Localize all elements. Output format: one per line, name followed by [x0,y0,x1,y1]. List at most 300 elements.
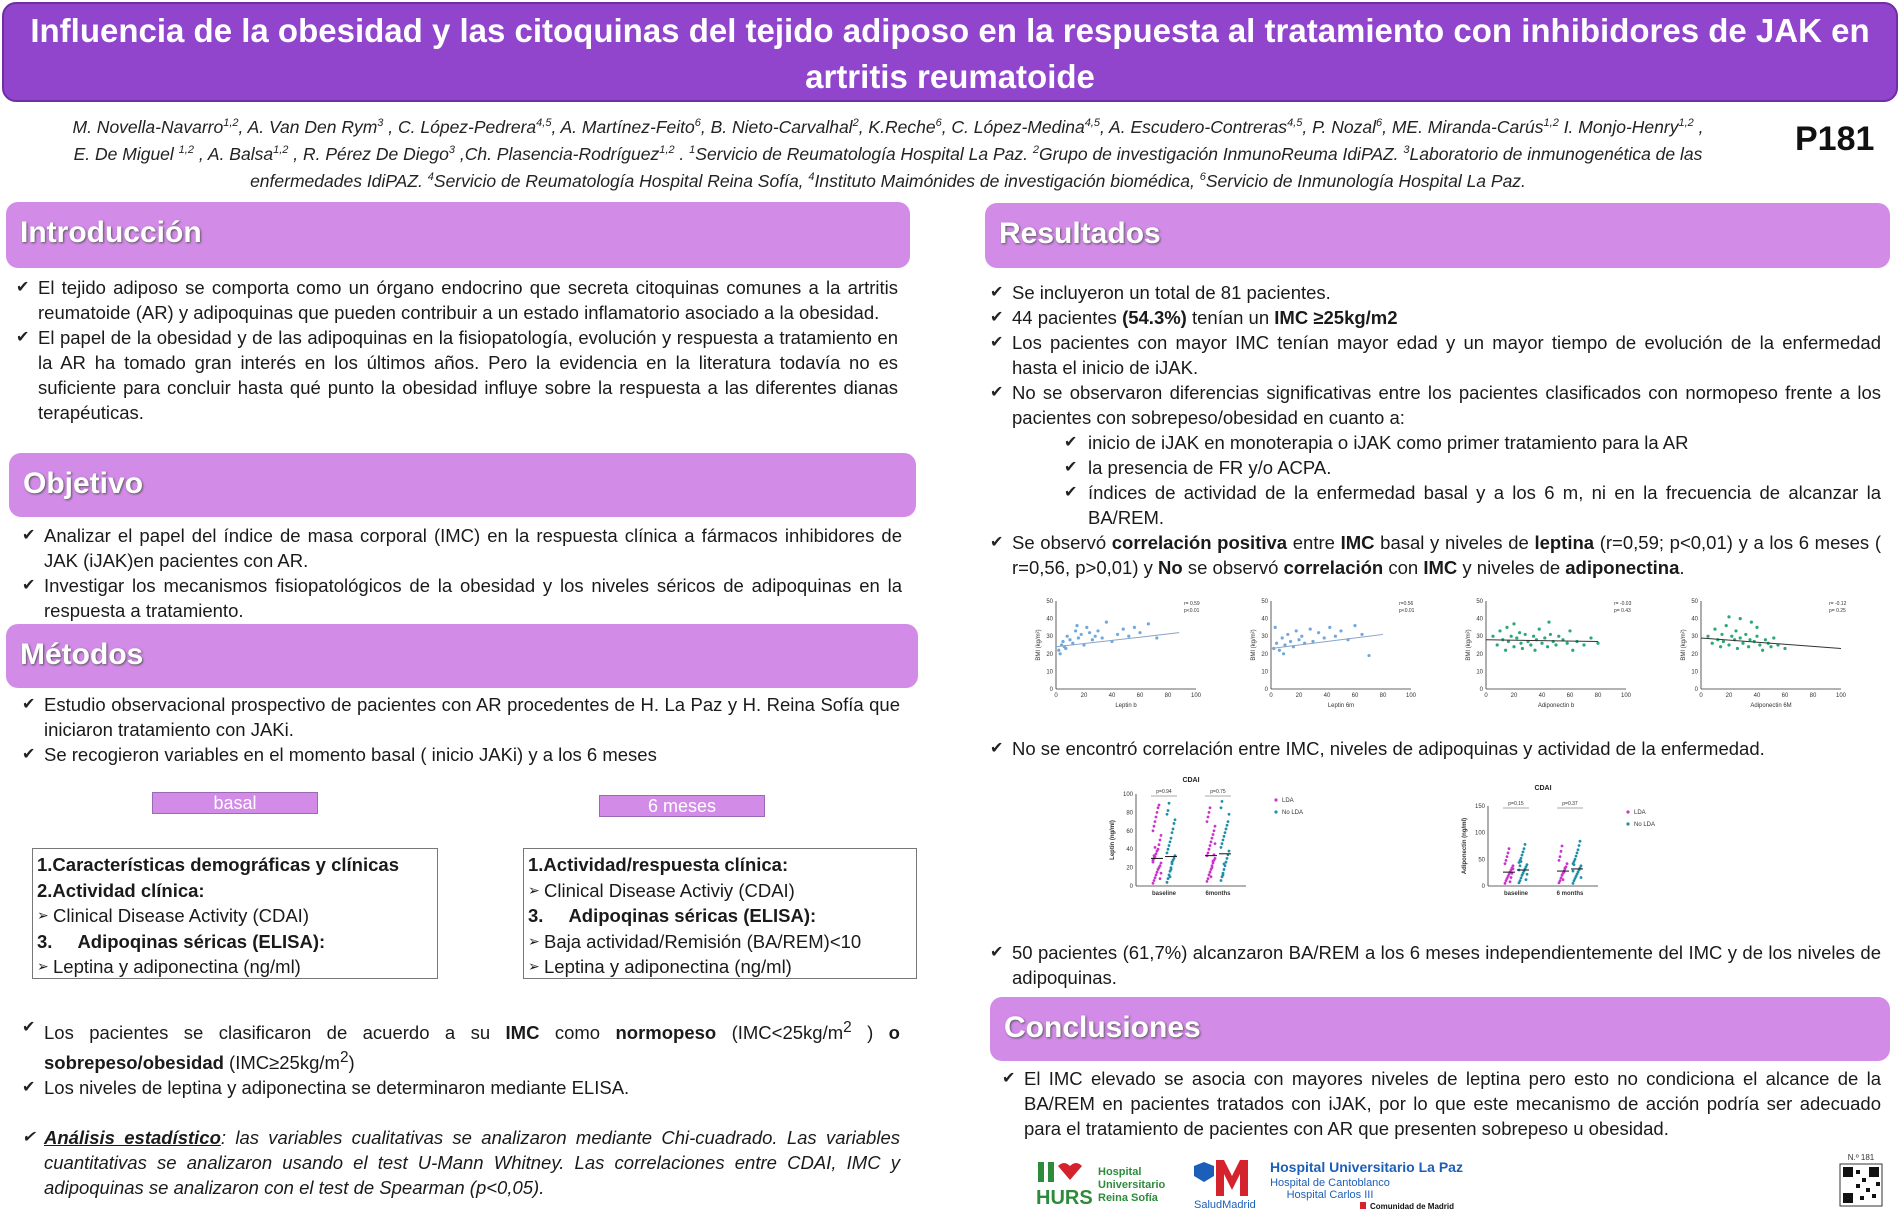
x-tick-label: 20 [1510,693,1518,699]
dot-point [1579,840,1582,843]
dot-point [1153,879,1156,882]
scatter-point [1557,635,1560,638]
box-basal-line-4: 3. Adipoqinas séricas (ELISA): [37,930,326,952]
scatter-point [1711,642,1714,645]
x-tick-label: 80 [1379,693,1387,699]
dot-point [1155,816,1158,819]
scatter-point [1739,617,1742,620]
res-b5-15: . [1679,557,1685,578]
dot-point [1169,875,1172,878]
scatter-point [1138,631,1141,634]
y-tick-label: 30 [1046,634,1053,641]
intro-text [14,275,898,425]
res-sub-bullet-2: ✔ la presencia de FR y/o ACPA. [988,455,1881,480]
section-metodos-header: Métodos [6,624,918,688]
scatter-point [1282,652,1285,655]
dot-point [1578,844,1581,847]
dotplot-title: CDAI [1534,785,1552,792]
legend-label: LDA [1282,798,1294,804]
y-tick-label: 40 [1476,616,1483,623]
dot-point [1169,840,1172,843]
res-bullet-3: ✔ Los pacientes con mayor IMC tenían mayor edad y un mayor tiempo de evolución de la enfermedad hasta el inicio de iJAK. [988,330,1881,380]
dotplot-chart-row [1100,772,1700,924]
dot-point [1160,834,1163,837]
dot-point [1521,854,1524,857]
scatter-point [1727,615,1730,618]
dot-point [1506,855,1509,858]
scatter-point [1554,643,1557,646]
scatter-point [1496,643,1499,646]
scatter-point [1289,640,1292,643]
box-basal-line-3: ➢ Clinical Disease Activity (CDAI) [37,903,433,929]
box-basal-line-5: ➢ Leptina y adiponectina (ng/ml) [37,954,433,980]
scatter-point [1297,638,1300,641]
objetivo-bullet-1: ✔ Analizar el papel del índice de masa corporal (IMC) en la respuesta clínica a fármacos inhibidores de JAK (iJAK)en pacientes con AR. [20,523,902,573]
scatter-point [1074,629,1077,632]
dot-point [1519,879,1522,882]
scatter-point [1730,635,1733,638]
scatter-point [1532,635,1535,638]
x-axis-label: Adiponectin b [1537,703,1575,709]
correlation-annotation: p<0.01 [1184,608,1200,614]
scatter-point [1529,643,1532,646]
legend-marker [1626,822,1629,825]
comunidad-madrid-label: Comunidad de Madrid [1370,1202,1454,1211]
x-category-label: baseline [1503,891,1529,897]
res-b5-1: Se observó [1012,532,1112,553]
dot-point [1526,873,1529,876]
tag-basal: basal [152,792,318,814]
correlation-annotation: p<0.01 [1399,608,1415,614]
x-tick-label: 80 [1164,693,1172,699]
res-bullet-2 [988,305,1881,330]
x-tick-label: 60 [1351,693,1359,699]
dot-point [1562,878,1565,881]
correlation-annotation: r= -0.03 [1614,601,1632,607]
res-b5-12: IMC [1423,557,1458,578]
res-b5-13: y niveles de [1457,557,1566,578]
res-b5-10: correlación [1283,557,1384,578]
dot-point [1158,843,1161,846]
y-tick-label: 40 [1691,616,1698,623]
dot-point [1575,855,1578,858]
scatter-point [1547,621,1550,624]
y-tick-label: 20 [1261,651,1268,658]
res-b5-7: (r=0,59; p<0,01) y a los 6 meses ( r=0,56, p>0,01) y [1012,532,1881,578]
dot-point [1208,811,1211,814]
dot-point [1152,861,1155,864]
res-b5-9: se observó [1182,557,1284,578]
dot-point [1156,811,1159,814]
clasif-text-1: Los pacientes se clasificaron de acuerdo a su [44,1022,506,1044]
objetivo-bullet-2: ✔ Investigar los mecanismos fisiopatológicos de la obesidad y los niveles séricos de adipoquinas en la respuesta a tratamiento. [20,573,902,623]
stats-bullet [20,1125,900,1200]
res-bullet-6: ✔ No se encontró correlación entre IMC, niveles de adipoquinas y actividad de la enfermedad. [988,736,1881,761]
dot-point [1211,866,1214,869]
dot-point [1156,871,1159,874]
dot-point [1220,846,1223,849]
box-basal-line-2: 2.Actividad clínica: [37,879,205,901]
scatter-point [1764,638,1767,641]
x-tick-label: 60 [1781,693,1789,699]
y-axis-label: BMI (kg/m²) [1466,629,1472,661]
dot-point [1504,882,1507,885]
scatter-point [1064,647,1067,650]
x-tick-label: 80 [1594,693,1602,699]
scatter-point [1127,635,1130,638]
dot-point [1172,828,1175,831]
y-tick-label: 100 [1122,792,1133,798]
scatter-point [1747,645,1750,648]
section-intro-header: Introducción [6,202,910,268]
scatter-point [1727,643,1730,646]
y-tick-label: 50 [1476,599,1483,605]
x-tick-label: 60 [1566,693,1574,699]
x-category-label: 6 months [1556,891,1584,897]
scatter-point [1734,629,1737,632]
dot-point [1209,806,1212,809]
metodos-clasificacion [20,1015,900,1200]
scatter-point [1278,649,1281,652]
scatter-point [1533,649,1536,652]
scatter-point [1133,626,1136,629]
dot-point [1160,872,1163,875]
scatter-point [1521,647,1524,650]
dot-point [1159,864,1162,867]
y-tick-label: 50 [1691,599,1698,605]
dot-point [1171,861,1174,864]
dot-point [1212,833,1215,836]
scatter-chart-1 [1036,599,1202,709]
scatter-point [1783,647,1786,650]
dot-point [1208,848,1211,851]
dotplot-charts-svg [1100,772,1700,924]
scatter-point [1295,629,1298,632]
scatter-point [1510,635,1513,638]
dot-point [1221,842,1224,845]
x-tick-label: 100 [1190,693,1202,699]
res-b2-d: IMC ≥25kg/m2 [1274,307,1398,328]
dot-point [1209,871,1212,874]
scatter-point [1748,638,1751,641]
dot-point [1224,831,1227,834]
y-tick-label: 10 [1476,669,1483,676]
scatter-point [1739,636,1742,639]
resultados-text [988,280,1881,580]
y-tick-label: 30 [1476,634,1483,641]
scatter-charts-svg [1030,595,1890,720]
dot-point [1154,846,1157,849]
dot-point [1572,870,1575,873]
dot-point [1512,864,1515,867]
scatter-chart-4 [1681,599,1847,709]
scatter-point [1094,635,1097,638]
x-tick-label: 0 [1054,693,1058,699]
y-tick-label: 150 [1474,804,1485,810]
dot-point [1166,881,1169,884]
scatter-point [1725,624,1728,627]
res-b5-2: correlación positiva [1111,532,1288,553]
y-tick-label: 100 [1474,830,1485,837]
y-tick-label: 0 [1479,687,1483,693]
dot-point [1510,876,1513,879]
x-tick-label: 40 [1538,693,1546,699]
scatter-chart-3 [1466,599,1632,709]
scatter-point [1059,652,1062,655]
scatter-point [1077,636,1080,639]
dot-point [1509,880,1512,883]
clasif-text-6: ) [348,1052,355,1074]
scatter-point [1568,629,1571,632]
scatter-point [1538,628,1541,631]
metodos-bullet-2: ✔ Se recogieron variables en el momento basal ( inicio JAKi) y a los 6 meses [20,742,900,767]
tag-6-meses: 6 meses [599,795,765,817]
scatter-point [1334,635,1337,638]
y-tick-label: 30 [1691,634,1698,641]
scatter-point [1360,633,1363,636]
dot-point [1523,847,1526,850]
dot-point [1170,837,1173,840]
clasif-normopeso: normopeso [615,1022,717,1044]
dot-point [1207,877,1210,880]
p-value-label: p=0.37 [1562,801,1578,807]
scatter-point [1066,635,1069,638]
dot-point [1223,863,1226,866]
res-b5-11: con [1383,557,1424,578]
x-tick-label: 100 [1405,693,1417,699]
y-tick-label: 0 [1264,687,1268,693]
box-basal [32,848,438,979]
poster-title: Influencia de la obesidad y las citoquinas del tejido adiposo en la respuesta al tratamiento con inhibidores de JAK en artritis reumatoide [2,2,1898,102]
dot-point [1577,848,1580,851]
y-tick-label: 60 [1126,828,1133,835]
clasif-text-2: como [539,1022,616,1044]
scatter-point [1317,631,1320,634]
dot-point [1228,813,1231,816]
dot-point [1222,874,1225,877]
scatter-point [1491,635,1494,638]
y-tick-label: 40 [1261,616,1268,623]
res-b2-b: (54.3%) [1122,307,1187,328]
box-6-meses [523,848,917,979]
dot-point [1505,859,1508,862]
scatter-point [1755,626,1758,629]
scatter-point [1596,642,1599,645]
dot-point [1207,816,1210,819]
y-tick-label: 0 [1481,884,1485,890]
res-b5-8: No [1158,557,1183,578]
hurs-name: Hospital Universitario Reina Sofía [1098,1166,1166,1204]
x-axis-label: Leptin b [1115,703,1137,709]
dot-point [1209,844,1212,847]
scatter-point [1328,626,1331,629]
dot-point [1207,851,1210,854]
y-tick-label: 20 [1126,865,1133,872]
res-b5-4: IMC [1340,532,1375,553]
scatter-point [1080,633,1083,636]
legend-marker [1274,810,1277,813]
dot-point [1519,864,1522,867]
x-tick-label: 40 [1753,693,1761,699]
legend-label: No LDA [1282,810,1304,816]
y-tick-label: 50 [1478,857,1485,864]
res-bullet-6-wrap [988,736,1881,761]
clasif-bullet [20,1015,900,1075]
res-bullet-7-wrap [988,940,1881,990]
scatter-point [1719,645,1722,648]
y-axis-label: BMI (kg/m²) [1681,629,1687,661]
scatter-point [1741,642,1744,645]
dot-point [1520,857,1523,860]
la-paz-name: Hospital Universitario La Paz [1270,1159,1463,1175]
dot-point [1574,858,1577,861]
poster-id: P181 [1795,120,1875,158]
scatter-point [1101,636,1104,639]
dot-point [1508,847,1511,850]
clasif-text-4: ) [851,1022,889,1044]
qr-label: N.º 181 [1847,1153,1875,1162]
dot-point [1214,842,1217,845]
dot-point [1206,880,1209,883]
dot-point [1157,806,1160,809]
res-b2-a: 44 pacientes [1012,307,1123,328]
dot-point [1173,822,1176,825]
res-sub-bullet-3: ✔ índices de actividad de la enfermedad basal y a los 6 m, ni en la frecuencia de alcanzar la BA/REM. [988,480,1881,530]
clasif-text-3: (IMC<25kg/m [716,1022,844,1044]
y-tick-label: 20 [1046,651,1053,658]
regression-line [1271,634,1383,648]
intro-bullet-2: ✔ El papel de la obesidad y de las adipoquinas en la fisiopatología, evolución y respuesta a tratamiento en la AR ha tomado gran interés en los últimos años. Pero la evidencia en la literatura todavía no es suficiente para concluir hasta qué punto la obesidad influye sobre la respuesta a las diferentes dianas terapéuticas. [14,325,898,425]
res-b5-3: entre [1287,532,1341,553]
scatter-point [1309,628,1312,631]
p-value-label: p=0.15 [1508,801,1524,807]
scatter-point [1736,647,1739,650]
x-tick-label: 20 [1080,693,1088,699]
y-axis-label: BMI (kg/m²) [1036,629,1042,661]
y-tick-label: 40 [1046,616,1053,623]
dot-point [1153,854,1156,857]
legend-label: LDA [1634,810,1646,816]
conclusiones-bullet: ✔ El IMC elevado se asocia con mayores niveles de leptina pero esto no condiciona el alcance de la BA/REM en pacientes tratados con iJAK, por lo que este mecanismo de acción podría ser adecuado para el tratamiento de pacientes con AR que presenten sobrepeso u obesidad. [1000,1066,1881,1141]
author-line-3: enfermedades IdiPAZ. $^4$Servicio de Reumatología Hospital Reina Sofía, $^4$Instituto Maimónides de investigación biomédica, $^6$Servicio de Inmunología Hospital La Paz. [250,170,1526,191]
dot-point [1152,829,1155,832]
scatter-point [1566,642,1569,645]
clasif-text-5: (IMC≥25kg/m [223,1052,340,1074]
scatter-point [1769,645,1772,648]
dot-point [1159,839,1162,842]
scatter-point [1540,642,1543,645]
dotplot-chart-2 [1462,785,1655,897]
dot-point [1214,825,1217,828]
y-tick-label: 10 [1046,669,1053,676]
clasif-imc: IMC [505,1022,540,1044]
dot-point [1159,877,1162,880]
dot-point [1572,882,1575,885]
res-b5-5: basal y niveles de [1374,532,1535,553]
scatter-point [1367,654,1370,657]
logo-hurs [1034,1160,1174,1210]
dot-point [1561,845,1564,848]
dot-point [1566,862,1569,865]
dot-point [1170,868,1173,871]
dot-point [1524,843,1527,846]
dot-point [1158,804,1161,807]
dot-point [1154,876,1157,879]
dot-point [1166,813,1169,816]
dot-point [1152,882,1155,885]
scatter-point [1571,649,1574,652]
scatter-point [1549,633,1552,636]
dot-point [1522,850,1525,853]
x-category-label: baseline [1151,891,1177,897]
dot-point [1173,857,1176,860]
scatter-point [1515,636,1518,639]
dot-point [1228,850,1231,853]
y-tick-label: 0 [1049,687,1053,693]
dot-point [1167,848,1170,851]
dot-point [1559,855,1562,858]
author-line-1: M. Novella-Navarro$^{1,2}$, A. Van Den Rym$^3$ , C. López-Pedrera$^{4,5}$, A. Martínez-Feito$^6$, B. Nieto-Carvalhal$^2$, K.Reche$^6$, C. López-Medina$^{4,5}$, A. Escudero-Contreras$^{4,5}$, P. Nozal$^6$, ME. Miranda-Carús$^{1,2}$ I. Monjo-Henry$^{1,2}$ , [72,116,1704,137]
res-bullet-4: ✔ No se observaron diferencias significativas entre los pacientes clasificados con normopeso frente a los pacientes con sobrepeso/obesidad en cuanto a: [988,380,1881,430]
x-tick-label: 0 [1699,693,1703,699]
x-tick-label: 40 [1108,693,1116,699]
dot-point [1564,866,1567,869]
scatter-point [1061,640,1064,643]
dotplot-chart-1 [1110,777,1303,897]
box-6m-line-2: ➢ Clinical Disease Activiy (CDAI) [528,878,912,904]
correlation-annotation: p= 0.25 [1829,608,1846,614]
objetivo-text [20,523,902,623]
x-tick-label: 100 [1835,693,1847,699]
x-tick-label: 60 [1136,693,1144,699]
dot-point [1226,857,1229,860]
y-tick-label: 20 [1476,651,1483,658]
clasif-o: o [888,1022,900,1044]
intro-bullet-1: ✔ El tejido adiposo se comporta como un órgano endocrino que secreta citoquinas comunes a la artritis reumatoide (AR) y adipoquinas que pueden contribuir a un estado inflamatorio asociado a la obesidad. [14,275,898,325]
scatter-chart-2 [1251,599,1417,709]
scatter-point [1085,626,1088,629]
res-bullet-7: ✔ 50 pacientes (61,7%) alcanzaron BA/REM a los 6 meses independientemente del IMC y de los niveles de adipoquinas. [988,940,1881,990]
scatter-point [1122,628,1125,631]
dot-point [1153,825,1156,828]
scatter-point [1589,636,1592,639]
dot-point [1168,844,1171,847]
scatter-point [1758,643,1761,646]
scatter-point [1772,636,1775,639]
correlation-annotation: r= -0.12 [1829,601,1847,607]
dot-point [1206,820,1209,823]
hurs-letters: HURS [1036,1187,1093,1209]
scatter-point [1088,631,1091,634]
x-tick-label: 0 [1484,693,1488,699]
dot-point [1223,868,1226,871]
x-tick-label: 40 [1323,693,1331,699]
legend-label: No LDA [1634,822,1656,828]
dot-point [1213,829,1216,832]
p-value-label: p=0.94 [1156,789,1172,795]
scatter-point [1505,626,1508,629]
scatter-point [1057,649,1060,652]
dot-point [1226,824,1229,827]
dot-point [1210,840,1213,843]
stats-label: Análisis estadístico [44,1127,221,1149]
dot-point [1155,874,1158,877]
dot-point [1520,877,1523,880]
dot-point [1167,809,1170,812]
dot-point [1220,806,1223,809]
y-tick-label: 40 [1126,847,1133,854]
elisa-bullet: ✔ Los niveles de leptina y adiponectina se determinaron mediante ELISA. [20,1075,900,1100]
